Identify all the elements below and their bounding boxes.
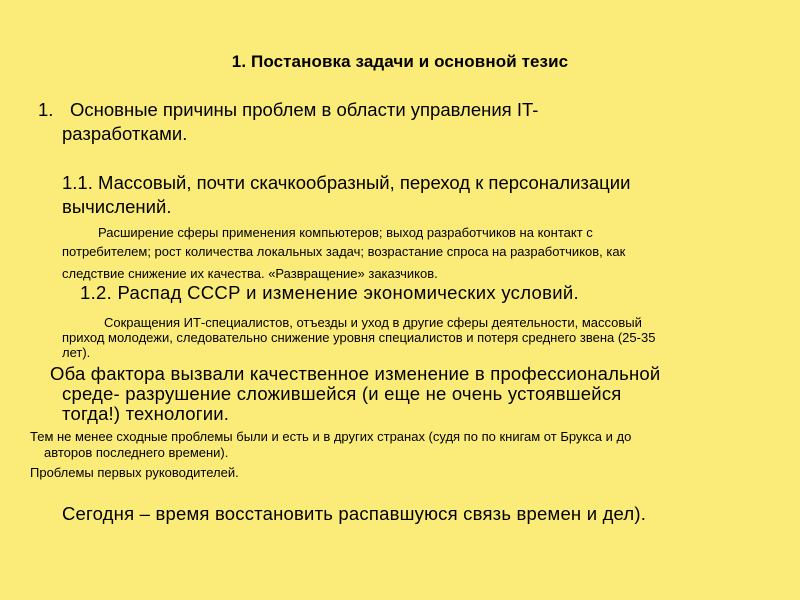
point-1-number: 1. bbox=[38, 99, 54, 120]
paragraph-1-2-line-3: лет). bbox=[62, 345, 91, 360]
first-leaders-line: Проблемы первых руководителей. bbox=[30, 465, 239, 480]
subpoint-1-1 bbox=[62, 171, 630, 219]
point-1-line-1 bbox=[38, 98, 538, 122]
subpoint-1-1-line-2: вычислений. bbox=[62, 196, 172, 217]
today-statement: Сегодня – время восстановить распавшуюся связь времен и дел). bbox=[62, 503, 647, 524]
paragraph-1-1 bbox=[62, 223, 625, 283]
both-factors-line-2: среде- разрушение сложившейся (и еще не очень устоявшейся bbox=[62, 383, 622, 404]
paragraph-1-1-line-2: потребителем; рост количества локальных задач; возрастание спроса на разработчиков, как bbox=[62, 244, 626, 259]
both-factors-line-1: Оба фактора вызвали качественное изменение в профессиональной bbox=[50, 363, 661, 384]
nevertheless-paragraph bbox=[30, 429, 631, 461]
nevertheless-line-1: Тем не менее сходные проблемы были и есть и в других странах (судя по по книгам от Брукса и до bbox=[30, 429, 632, 444]
point-1-text-line-1: Основные причины проблем в области управления IT- bbox=[70, 99, 539, 120]
point-1-text-line-2: разработками. bbox=[62, 123, 188, 144]
both-factors-line-3: тогда!) технологии. bbox=[62, 403, 230, 424]
nevertheless-line-2: авторов последнего времени). bbox=[44, 445, 229, 460]
subpoint-1-2: 1.2. Распад СССР и изменение экономических условий. bbox=[80, 282, 579, 303]
paragraph-1-1-line-3: следствие снижение их качества. «Развращение» заказчиков. bbox=[62, 266, 438, 281]
paragraph-1-2-line-2: приход молодежи, следовательно снижение уровня специалистов и потеря среднего звена (25-35 bbox=[62, 330, 656, 345]
paragraph-1-2-line-1: Сокращения ИТ-специалистов, отъезды и уход в другие сферы деятельности, массовый bbox=[104, 315, 642, 330]
subpoint-1-1-line-1: 1.1. Массовый, почти скачкообразный, переход к персонализации bbox=[62, 172, 631, 193]
paragraph-1-1-line-1: Расширение сферы применения компьютеров; выход разработчиков на контакт с bbox=[98, 225, 593, 240]
both-factors-paragraph bbox=[50, 364, 660, 424]
paragraph-1-2 bbox=[62, 315, 655, 360]
slide-title: 1. Постановка задачи и основной тезис bbox=[231, 52, 569, 71]
